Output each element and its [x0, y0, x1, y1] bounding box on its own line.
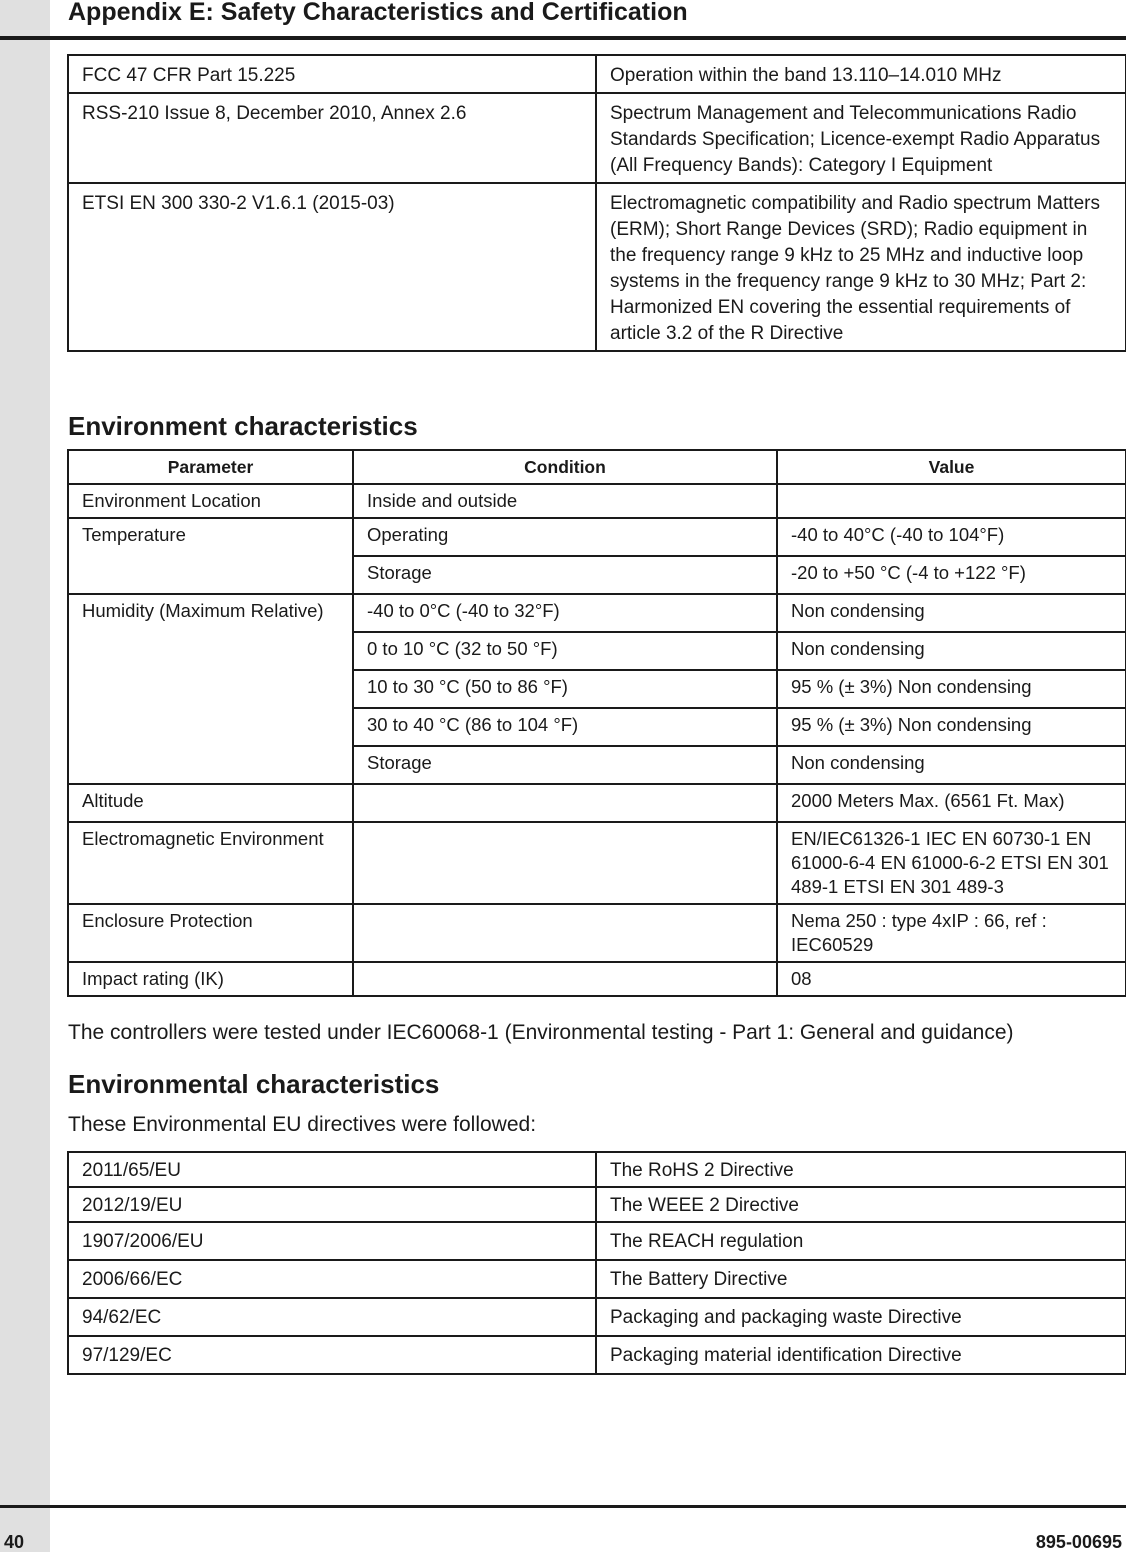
table-row — [68, 962, 1126, 996]
directive-code: 97/129/EC — [68, 1336, 596, 1374]
column-header-parameter: Parameter — [68, 450, 353, 484]
table-row — [68, 1152, 1126, 1187]
table-row — [68, 904, 1126, 962]
condition-cell: -40 to 0°C (-40 to 32°F) — [353, 594, 777, 632]
standard-code: RSS-210 Issue 8, December 2010, Annex 2.6 — [68, 93, 596, 183]
parameter-cell: Environment Location — [68, 484, 353, 518]
parameter-cell: Temperature — [68, 518, 353, 594]
value-cell: 95 % (± 3%) Non condensing — [777, 708, 1126, 746]
standard-description: Electromagnetic compatibility and Radio spectrum Matters (ERM); Short Range Devices (SRD); Radio equipment in the frequency range 9 kHz to 25 MHz and inductive loop systems in the frequency range 9 kHz to 30 MHz; Part 2: Harmonized EN covering the essential requirements of article 3.2 of the R Directive — [596, 183, 1126, 351]
testing-note: The controllers were tested under IEC60068-1 (Environmental testing - Part 1: General and guidance) — [68, 1021, 1014, 1044]
directive-name: The Battery Directive — [596, 1260, 1126, 1298]
column-header-condition: Condition — [353, 450, 777, 484]
directive-name: The REACH regulation — [596, 1222, 1126, 1260]
table-row — [68, 1298, 1126, 1336]
standard-description: Spectrum Management and Telecommunications Radio Standards Specification; Licence-exempt Radio Apparatus (All Frequency Bands): Category I Equipment — [596, 93, 1126, 183]
column-header-value: Value — [777, 450, 1126, 484]
parameter-cell: Impact rating (IK) — [68, 962, 353, 996]
table-row — [68, 93, 1126, 183]
condition-cell: 30 to 40 °C (86 to 104 °F) — [353, 708, 777, 746]
condition-cell: Inside and outside — [353, 484, 777, 518]
table-row — [68, 1260, 1126, 1298]
value-cell: Non condensing — [777, 594, 1126, 632]
standards-table — [67, 54, 1126, 352]
table-row — [68, 484, 1126, 518]
table-row — [68, 1222, 1126, 1260]
table-row — [68, 518, 1126, 556]
directive-code: 2011/65/EU — [68, 1152, 596, 1187]
condition-cell — [353, 784, 777, 822]
table-row — [68, 183, 1126, 351]
standard-code: ETSI EN 300 330-2 V1.6.1 (2015-03) — [68, 183, 596, 351]
table-row — [68, 594, 1126, 632]
table-row — [68, 784, 1126, 822]
directive-code: 1907/2006/EU — [68, 1222, 596, 1260]
value-cell: Nema 250 : type 4xIP : 66, ref : IEC60529 — [777, 904, 1126, 962]
value-cell: 95 % (± 3%) Non condensing — [777, 670, 1126, 708]
directives-table — [67, 1151, 1126, 1375]
value-cell: 08 — [777, 962, 1126, 996]
standard-description: Operation within the band 13.110–14.010 MHz — [596, 55, 1126, 93]
value-cell: 2000 Meters Max. (6561 Ft. Max) — [777, 784, 1126, 822]
directive-name: The WEEE 2 Directive — [596, 1187, 1126, 1222]
parameter-cell: Electromagnetic Environment — [68, 822, 353, 904]
directive-name: The RoHS 2 Directive — [596, 1152, 1126, 1187]
side-margin-strip — [0, 0, 50, 1552]
value-cell: -40 to 40°C (-40 to 104°F) — [777, 518, 1126, 556]
condition-cell — [353, 962, 777, 996]
header-rule — [0, 36, 1126, 40]
value-cell — [777, 484, 1126, 518]
parameter-cell: Enclosure Protection — [68, 904, 353, 962]
environment-heading: Environment characteristics — [68, 411, 418, 441]
value-cell: Non condensing — [777, 746, 1126, 784]
condition-cell: 0 to 10 °C (32 to 50 °F) — [353, 632, 777, 670]
environmental-heading: Environmental characteristics — [68, 1069, 440, 1099]
table-row — [68, 1187, 1126, 1222]
condition-cell: Storage — [353, 746, 777, 784]
value-cell: EN/IEC61326-1 IEC EN 60730-1 EN 61000-6-4 EN 61000-6-2 ETSI EN 301 489-1 ETSI EN 301 489-3 — [777, 822, 1126, 904]
environment-table — [67, 449, 1126, 997]
page-number: 40 — [4, 1532, 25, 1552]
directive-code: 94/62/EC — [68, 1298, 596, 1336]
page-title: Appendix E: Safety Characteristics and Certification — [68, 0, 688, 26]
parameter-cell: Altitude — [68, 784, 353, 822]
footer-rule — [0, 1505, 1126, 1508]
directive-name: Packaging material identification Directive — [596, 1336, 1126, 1374]
document-number: 895-00695 — [1035, 1532, 1122, 1552]
directives-intro: These Environmental EU directives were followed: — [68, 1113, 537, 1136]
condition-cell: Operating — [353, 518, 777, 556]
directive-name: Packaging and packaging waste Directive — [596, 1298, 1126, 1336]
value-cell: Non condensing — [777, 632, 1126, 670]
directive-code: 2012/19/EU — [68, 1187, 596, 1222]
condition-cell — [353, 904, 777, 962]
table-row — [68, 1336, 1126, 1374]
table-row — [68, 822, 1126, 904]
value-cell: -20 to +50 °C (-4 to +122 °F) — [777, 556, 1126, 594]
condition-cell — [353, 822, 777, 904]
condition-cell: Storage — [353, 556, 777, 594]
directive-code: 2006/66/EC — [68, 1260, 596, 1298]
condition-cell: 10 to 30 °C (50 to 86 °F) — [353, 670, 777, 708]
table-header-row — [68, 450, 1126, 484]
standard-code: FCC 47 CFR Part 15.225 — [68, 55, 596, 93]
parameter-cell: Humidity (Maximum Relative) — [68, 594, 353, 784]
table-row — [68, 55, 1126, 93]
